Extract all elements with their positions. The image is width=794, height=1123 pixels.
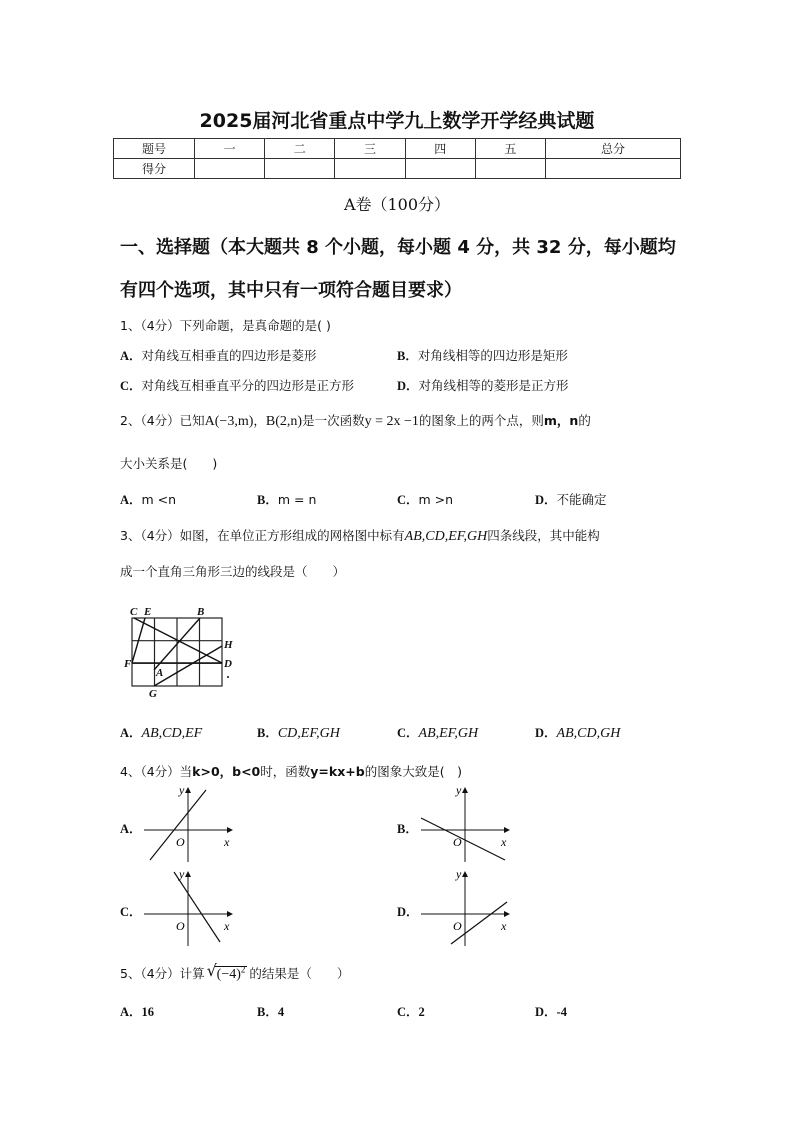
score-header-cell: 二 bbox=[265, 139, 335, 159]
option-text: 4 bbox=[277, 1005, 285, 1019]
q4-mid: 时，函数 bbox=[260, 764, 311, 779]
option-text: 16 bbox=[141, 1005, 155, 1019]
option-label: B． bbox=[257, 1005, 278, 1019]
question-4-stem bbox=[120, 762, 462, 780]
volume-heading: A卷（100分） bbox=[343, 195, 451, 214]
q1-option-d[interactable] bbox=[397, 376, 569, 394]
option-label: B． bbox=[397, 349, 418, 363]
x-label: x bbox=[501, 919, 507, 933]
y-label: y bbox=[456, 783, 462, 797]
option-label: C． bbox=[120, 379, 142, 393]
option-text: 2 bbox=[418, 1005, 425, 1019]
question-2-stem bbox=[120, 411, 591, 430]
q5-option-a[interactable] bbox=[120, 1002, 154, 1020]
option-text: 不能确定 bbox=[556, 492, 607, 507]
radicand-base: (−4) bbox=[216, 967, 241, 982]
option-label: D． bbox=[397, 905, 419, 919]
label-b: B bbox=[197, 606, 205, 618]
q5-option-b[interactable] bbox=[257, 1002, 284, 1020]
option-label: D． bbox=[535, 1005, 557, 1019]
label-c: C bbox=[130, 606, 138, 618]
q2-point-a: A(−3,m) bbox=[204, 414, 254, 429]
option-text: 对角线互相垂直平分的四边形是正方形 bbox=[141, 378, 355, 393]
score-header-cell: 总分 bbox=[546, 139, 681, 159]
option-text: 对角线相等的菱形是正方形 bbox=[418, 378, 569, 393]
q2-prefix: 2、（4分）已知 bbox=[120, 413, 205, 428]
option-label: D． bbox=[535, 493, 557, 507]
q3-option-c[interactable] bbox=[397, 723, 478, 742]
question-3-line2: 成一个直角三角形三边的线段是（ ） bbox=[120, 564, 346, 579]
option-label: D． bbox=[535, 726, 557, 740]
function-line bbox=[421, 818, 505, 860]
exam-title: 2025届河北省重点中学九上数学开学经典试题 bbox=[199, 110, 595, 132]
option-text: 对角线互相垂直的四边形是菱形 bbox=[141, 348, 317, 363]
q2-option-c[interactable] bbox=[397, 490, 453, 508]
option-label: B． bbox=[257, 726, 278, 740]
option-label: B． bbox=[397, 822, 418, 836]
score-header-cell: 五 bbox=[475, 139, 545, 159]
q2-option-b[interactable] bbox=[257, 490, 316, 508]
score-header-cell: 一 bbox=[195, 139, 265, 159]
q3-option-d[interactable] bbox=[535, 723, 620, 742]
label-h: H bbox=[224, 639, 233, 651]
origin-label: O bbox=[176, 919, 185, 933]
score-table-header-row bbox=[114, 139, 681, 159]
q3-option-a[interactable] bbox=[120, 723, 202, 742]
score-cell[interactable] bbox=[265, 159, 335, 179]
q2-option-d[interactable] bbox=[535, 490, 607, 508]
q2-point-b: B(2,n) bbox=[265, 414, 303, 429]
section-heading-line2: 有四个选项，其中只有一项符合题目要求） bbox=[120, 280, 462, 301]
label-a: A bbox=[156, 667, 164, 679]
option-label: B． bbox=[257, 493, 278, 507]
y-label: y bbox=[456, 867, 462, 881]
label-f: F bbox=[124, 658, 132, 670]
score-cell[interactable] bbox=[475, 159, 545, 179]
q2-end: 的 bbox=[578, 413, 591, 428]
sqrt-expression bbox=[206, 961, 248, 983]
score-table bbox=[113, 138, 681, 179]
q5-prefix: 5、（4分）计算 bbox=[120, 966, 205, 981]
option-text: AB,EF,GH bbox=[418, 726, 479, 741]
score-cell[interactable] bbox=[195, 159, 265, 179]
label-e: E bbox=[144, 606, 152, 618]
option-label: A． bbox=[120, 822, 142, 836]
q2-vars: m，n bbox=[543, 413, 579, 428]
graph-option-c[interactable] bbox=[138, 866, 248, 948]
origin-label: O bbox=[453, 835, 462, 849]
q2-option-a[interactable] bbox=[120, 490, 176, 508]
score-header-cell: 四 bbox=[405, 139, 475, 159]
option-label: A． bbox=[120, 1005, 142, 1019]
x-label: x bbox=[501, 835, 507, 849]
label-d: D bbox=[224, 658, 232, 670]
option-text: -4 bbox=[556, 1005, 567, 1019]
radical-sign-icon: √ bbox=[206, 961, 217, 981]
question-3-stem bbox=[120, 526, 600, 545]
q4-condition: k>0，b<0 bbox=[192, 764, 261, 779]
option-label: A． bbox=[120, 493, 142, 507]
graph-option-d[interactable] bbox=[415, 866, 525, 948]
question-5-stem bbox=[120, 961, 350, 983]
x-label: x bbox=[224, 835, 230, 849]
grid-figure bbox=[118, 604, 240, 700]
question-1-stem: 1、（4分）下列命题，是真命题的是( ) bbox=[120, 318, 331, 333]
q3-option-b[interactable] bbox=[257, 723, 340, 742]
option-text: m >n bbox=[418, 492, 454, 507]
option-label: C． bbox=[120, 905, 142, 919]
q4-suffix: 的图象大致是( ) bbox=[364, 764, 462, 779]
function-line bbox=[150, 790, 206, 860]
q3-prefix: 3、（4分）如图，在单位正方形组成的网格图中标有 bbox=[120, 528, 405, 543]
q2-mid: 是一次函数 bbox=[302, 413, 365, 428]
sqrt-radicand bbox=[215, 966, 248, 982]
label-g: G bbox=[149, 688, 157, 700]
section-heading-line1: 一、选择题（本大题共 8 个小题，每小题 4 分，共 32 分，每小题均 bbox=[120, 237, 676, 258]
score-cell[interactable] bbox=[405, 159, 475, 179]
q3-segments: AB,CD,EF,GH bbox=[404, 529, 488, 544]
q2-separator: ， bbox=[253, 413, 266, 428]
score-table-score-row bbox=[114, 159, 681, 179]
q5-suffix: 的结果是（ ） bbox=[249, 966, 350, 981]
question-2-line2: 大小关系是( ) bbox=[120, 456, 218, 471]
option-label: D． bbox=[397, 379, 419, 393]
score-cell[interactable] bbox=[546, 159, 681, 179]
option-label: A． bbox=[120, 349, 142, 363]
score-header-cell: 三 bbox=[335, 139, 405, 159]
q5-option-d[interactable] bbox=[535, 1002, 567, 1020]
option-text: CD,EF,GH bbox=[277, 726, 340, 741]
q3-suffix: 四条线段，其中能构 bbox=[487, 528, 600, 543]
y-label: y bbox=[179, 783, 185, 797]
radicand-exponent: 2 bbox=[240, 964, 246, 975]
score-row-label: 得分 bbox=[114, 159, 195, 179]
score-header-cell: 题号 bbox=[114, 139, 195, 159]
option-label: A． bbox=[120, 726, 142, 740]
graph-option-b[interactable] bbox=[415, 782, 525, 864]
graph-option-a[interactable] bbox=[138, 782, 248, 864]
q1-option-a[interactable] bbox=[120, 346, 317, 364]
option-text: AB,CD,GH bbox=[556, 726, 621, 741]
option-text: m = n bbox=[277, 492, 317, 507]
q4-function: y=kx+b bbox=[310, 764, 365, 779]
option-text: AB,CD,EF bbox=[141, 726, 203, 741]
option-label: C． bbox=[397, 1005, 419, 1019]
q1-option-c[interactable] bbox=[120, 376, 354, 394]
x-label: x bbox=[224, 919, 230, 933]
q5-option-c[interactable] bbox=[397, 1002, 425, 1020]
option-text: m <n bbox=[141, 492, 177, 507]
q2-suffix: 的图象上的两个点，则 bbox=[418, 413, 544, 428]
q4-prefix: 4、（4分）当 bbox=[120, 764, 193, 779]
segment-gh bbox=[154, 646, 222, 686]
score-cell[interactable] bbox=[335, 159, 405, 179]
option-label: C． bbox=[397, 493, 419, 507]
origin-label: O bbox=[453, 919, 462, 933]
q2-function: y = 2x −1 bbox=[364, 414, 419, 429]
q1-option-b[interactable] bbox=[397, 346, 568, 364]
y-label: y bbox=[179, 867, 185, 881]
origin-label: O bbox=[176, 835, 185, 849]
option-label: C． bbox=[397, 726, 419, 740]
option-text: 对角线相等的四边形是矩形 bbox=[417, 348, 568, 363]
